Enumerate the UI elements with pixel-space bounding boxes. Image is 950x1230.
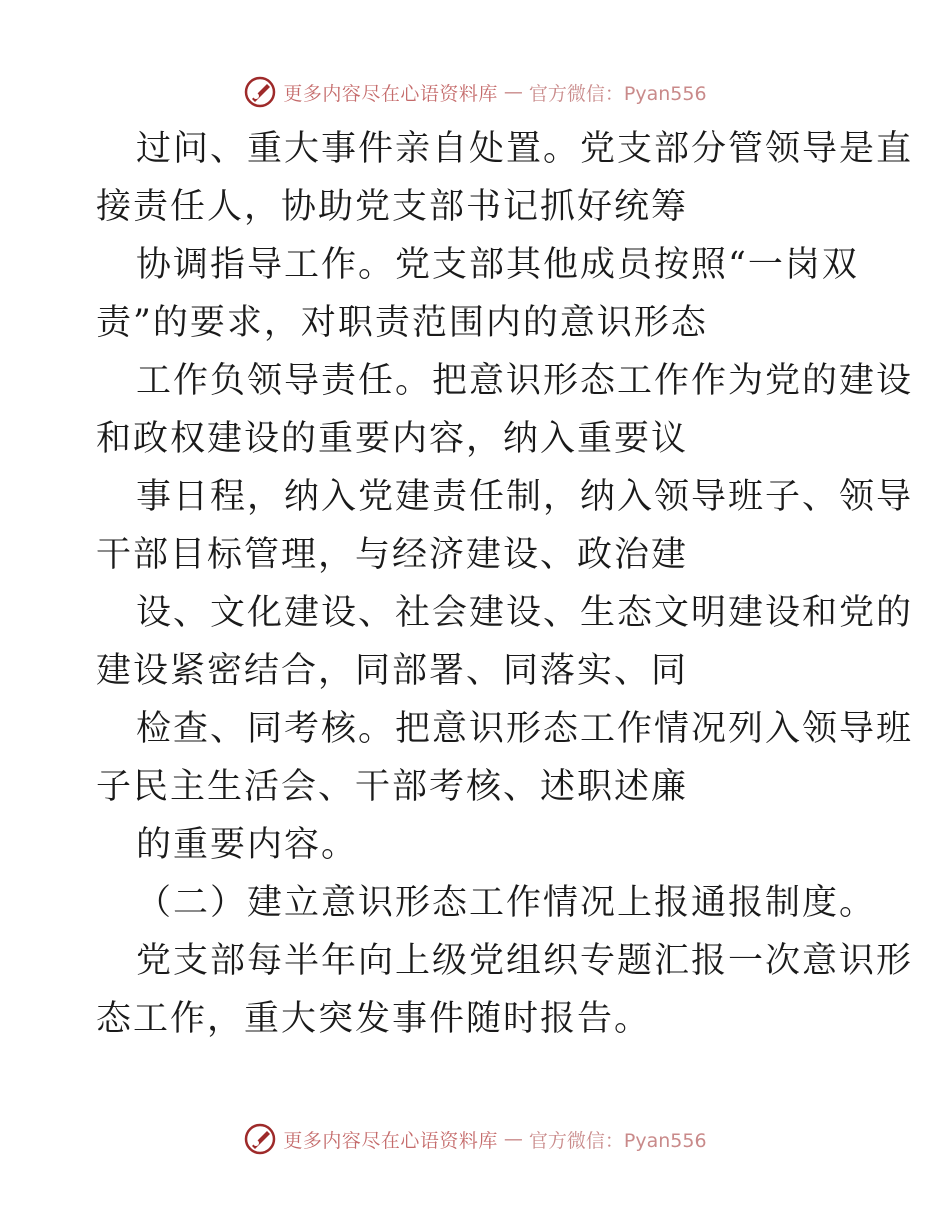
banner-wechat-text: 官方微信：Pyan556	[528, 82, 707, 105]
paragraph-line: 建设紧密结合，同部署、同落实、同	[96, 651, 689, 691]
banner-main-text: 更多内容尽在心语资料库	[283, 1129, 498, 1152]
paragraph-line: 检查、同考核。把意识形态工作情况列入领导班	[136, 709, 914, 749]
paragraph-line: 协调指导工作。党支部其他成员按照“一岗双	[136, 245, 859, 285]
paragraph-line: 和政权建设的重要内容，纳入重要议	[96, 419, 689, 459]
banner-wechat-text: 官方微信：Pyan556	[528, 1129, 707, 1152]
paragraph-line: 子民主生活会、干部考核、述职述廉	[96, 767, 689, 807]
paragraph-line: 的重要内容。	[136, 825, 359, 865]
footer-banner	[0, 1119, 950, 1159]
header-banner	[0, 72, 950, 112]
paragraph-line: 设、文化建设、社会建设、生态文明建设和党的	[136, 593, 914, 633]
paragraph-line: 态工作，重大突发事件随时报告。	[96, 999, 652, 1039]
section-heading: （二）建立意识形态工作情况上报通报制度。	[136, 883, 877, 923]
paragraph-line: 工作负领导责任。把意识形态工作作为党的建设	[136, 361, 914, 401]
paragraph-line: 干部目标管理，与经济建设、政治建	[96, 535, 689, 575]
document-body	[96, 120, 914, 1048]
paragraph-line: 党支部每半年向上级党组织专题汇报一次意识形	[136, 941, 914, 981]
logo-icon	[243, 75, 277, 109]
logo-icon	[243, 1122, 277, 1156]
banner-main-text: 更多内容尽在心语资料库	[283, 82, 498, 105]
banner-dash: —	[503, 1128, 523, 1150]
paragraph-line: 责”的要求，对职责范围内的意识形态	[96, 303, 708, 343]
paragraph-line: 接责任人，协助党支部书记抓好统筹	[96, 187, 689, 227]
paragraph-line: 事日程，纳入党建责任制，纳入领导班子、领导	[136, 477, 914, 517]
banner-dash: —	[503, 81, 523, 103]
paragraph-line: 过问、重大事件亲自处置。党支部分管领导是直	[136, 129, 914, 169]
